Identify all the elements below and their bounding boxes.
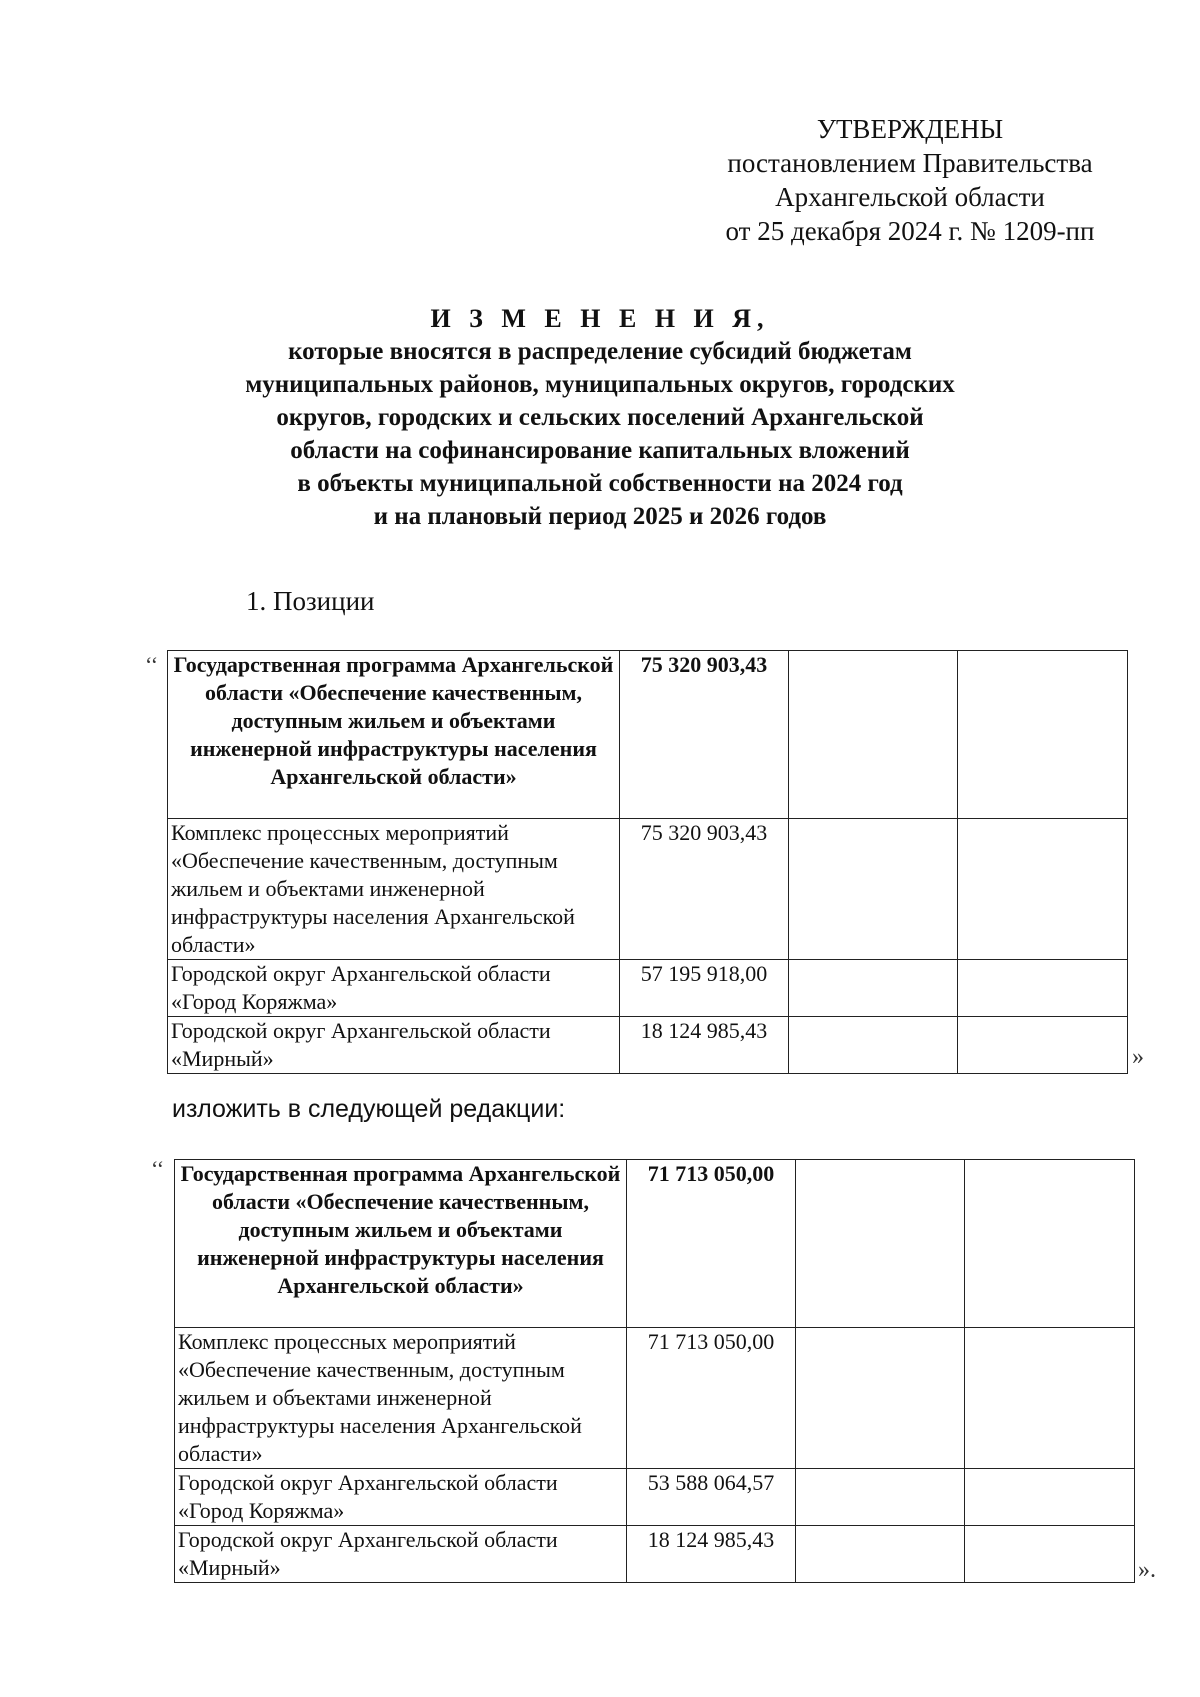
table-row bbox=[168, 960, 1128, 1017]
municipality-name-cell: Городской округ Архангельской области «Мирный» bbox=[175, 1526, 627, 1583]
title-line: области на софинансирование капитальных вложений bbox=[290, 437, 910, 464]
approval-line: Архангельской области bbox=[775, 182, 1045, 212]
opening-quote: ‘‘ bbox=[151, 1156, 165, 1181]
title-heading: И З М Е Н Е Н И Я, bbox=[430, 304, 770, 333]
empty-cell bbox=[796, 1328, 965, 1469]
approval-line: от 25 декабря 2024 г. № 1209-пп bbox=[725, 216, 1095, 246]
closing-quote: » bbox=[1132, 1044, 1144, 1070]
empty-cell bbox=[958, 819, 1128, 960]
amount-cell: 75 320 903,43 bbox=[620, 819, 789, 960]
empty-cell bbox=[965, 1526, 1135, 1583]
positions-table-old bbox=[167, 650, 1128, 1074]
program-name-cell: Государственная программа Архангельской области «Обеспечение качественным, доступным жильем и объектами инженерной инфраструктуры населения Архангельской области» bbox=[175, 1160, 627, 1328]
amount-cell: 18 124 985,43 bbox=[620, 1017, 789, 1074]
redaction-instruction: изложить в следующей редакции: bbox=[172, 1095, 566, 1123]
empty-cell bbox=[789, 651, 958, 819]
closing-quote: ». bbox=[1138, 1557, 1156, 1583]
municipality-name-cell: Городской округ Архангельской области «Город Коряжма» bbox=[175, 1469, 627, 1526]
amount-cell: 18 124 985,43 bbox=[627, 1526, 796, 1583]
table-row bbox=[175, 1469, 1135, 1526]
section-heading: 1. Позиции bbox=[246, 586, 375, 616]
amount-cell: 71 713 050,00 bbox=[627, 1160, 796, 1328]
table-row bbox=[168, 651, 1128, 819]
empty-cell bbox=[965, 1328, 1135, 1469]
complex-name-cell: Комплекс процессных мероприятий «Обеспечение качественным, доступным жильем и объектами инженерной инфраструктуры населения Архангельской области» bbox=[175, 1328, 627, 1469]
empty-cell bbox=[789, 819, 958, 960]
title-line: округов, городских и сельских поселений Архангельской bbox=[276, 404, 924, 431]
amount-cell: 71 713 050,00 bbox=[627, 1328, 796, 1469]
title-line: которые вносятся в распределение субсидий бюджетам bbox=[288, 338, 912, 365]
approval-block bbox=[690, 112, 1130, 248]
positions-table-new bbox=[174, 1159, 1135, 1583]
table-row bbox=[168, 1017, 1128, 1074]
title-line: муниципальных районов, муниципальных округов, городских bbox=[245, 371, 955, 398]
amount-cell: 57 195 918,00 bbox=[620, 960, 789, 1017]
approval-line: постановлением Правительства bbox=[727, 148, 1093, 178]
title-line: в объекты муниципальной собственности на 2024 год bbox=[297, 470, 903, 497]
opening-quote: ‘‘ bbox=[145, 652, 159, 677]
table-row bbox=[175, 1526, 1135, 1583]
empty-cell bbox=[958, 651, 1128, 819]
empty-cell bbox=[965, 1160, 1135, 1328]
empty-cell bbox=[789, 960, 958, 1017]
title-line: и на плановый период 2025 и 2026 годов bbox=[373, 503, 827, 530]
empty-cell bbox=[789, 1017, 958, 1074]
empty-cell bbox=[965, 1469, 1135, 1526]
empty-cell bbox=[958, 960, 1128, 1017]
table-row bbox=[168, 819, 1128, 960]
municipality-name-cell: Городской округ Архангельской области «Город Коряжма» bbox=[168, 960, 620, 1017]
amount-cell: 53 588 064,57 bbox=[627, 1469, 796, 1526]
empty-cell bbox=[796, 1469, 965, 1526]
table-row bbox=[175, 1160, 1135, 1328]
empty-cell bbox=[796, 1526, 965, 1583]
document-title bbox=[150, 302, 1050, 533]
municipality-name-cell: Городской округ Архангельской области «Мирный» bbox=[168, 1017, 620, 1074]
program-name-cell: Государственная программа Архангельской области «Обеспечение качественным, доступным жильем и объектами инженерной инфраструктуры населения Архангельской области» bbox=[168, 651, 620, 819]
empty-cell bbox=[796, 1160, 965, 1328]
complex-name-cell: Комплекс процессных мероприятий «Обеспечение качественным, доступным жильем и объектами инженерной инфраструктуры населения Архангельской области» bbox=[168, 819, 620, 960]
approval-line: УТВЕРЖДЕНЫ bbox=[816, 114, 1004, 144]
amount-cell: 75 320 903,43 bbox=[620, 651, 789, 819]
empty-cell bbox=[958, 1017, 1128, 1074]
table-row bbox=[175, 1328, 1135, 1469]
